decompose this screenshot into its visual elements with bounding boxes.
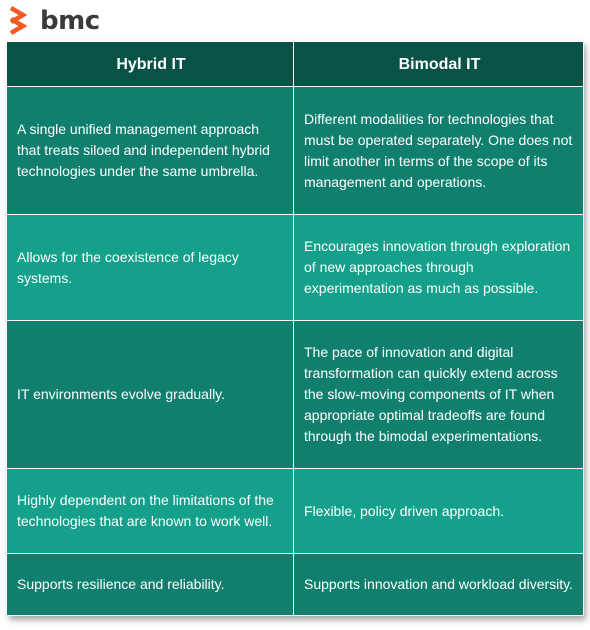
table-row (7, 469, 584, 554)
table-row (7, 87, 584, 215)
cell-bimodal: Supports innovation and workload diversity. (294, 554, 584, 616)
cell-bimodal: Encourages innovation through exploration of new approaches through experimentation as much as possible. (294, 215, 584, 321)
table-row (7, 554, 584, 616)
cell-hybrid: Allows for the coexistence of legacy systems. (7, 215, 294, 321)
cell-hybrid: IT environments evolve gradually. (7, 321, 294, 469)
comparison-table-container (6, 41, 583, 616)
table-row (7, 215, 584, 321)
cell-hybrid: Highly dependent on the limitations of the technologies that are known to work well. (7, 469, 294, 554)
cell-bimodal: Flexible, policy driven approach. (294, 469, 584, 554)
table-header-row (7, 42, 584, 87)
cell-hybrid: A single unified management approach that treats siloed and independent hybrid technologies under the same umbrella. (7, 87, 294, 215)
brand-name: bmc (40, 6, 100, 36)
cell-bimodal: The pace of innovation and digital transformation can quickly extend across the slow-moving components of IT when appropriate optimal tradeoffs are found through the bimodal experimentations. (294, 321, 584, 469)
cell-bimodal: Different modalities for technologies that must be operated separately. One does not limit another in terms of the scope of its management and operations. (294, 87, 584, 215)
column-header-hybrid-it: Hybrid IT (7, 42, 294, 87)
table-row (7, 321, 584, 469)
bmc-chevron-logo-icon (8, 5, 36, 37)
cell-hybrid: Supports resilience and reliability. (7, 554, 294, 616)
comparison-table (6, 41, 584, 616)
column-header-bimodal-it: Bimodal IT (294, 42, 584, 87)
bmc-logo (8, 4, 100, 38)
